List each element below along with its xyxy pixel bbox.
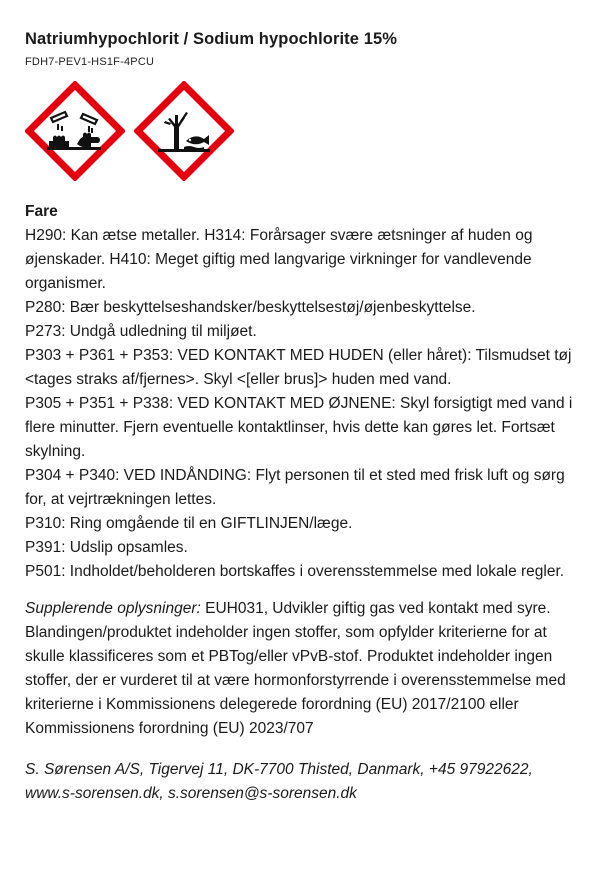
statement-p501: P501: Indholdet/beholderen bortskaffes i overensstemmelse med lokale regler.: [25, 563, 565, 580]
supplier-info: [25, 758, 580, 806]
supplementary-info: [25, 597, 580, 741]
product-title: Natriumhypochlorit / Sodium hypochlorite 15%: [25, 30, 398, 48]
signal-word: Fare: [25, 203, 58, 220]
supplier-address: S. Sørensen A/S, Tigervej 11, DK-7700 Thisted, Danmark, +45 97922622,: [25, 761, 533, 778]
statement-p305: P305 + P351 + P338: VED KONTAKT MED ØJNENE: Skyl forsigtigt med vand i flere minutter. Fjern eventuelle kontaktlinser, hvis dette kan gøres let. Fortsæt skylning.: [25, 395, 573, 460]
environment-icon: [134, 81, 234, 181]
statement-p304: P304 + P340: VED INDÅNDING: Flyt personen til et sted med frisk luft og sørg for, at vejrtrækningen lettes.: [25, 467, 565, 508]
corrosion-icon: [25, 81, 125, 181]
supplier-contact: www.s-sorensen.dk, s.sorensen@s-sorensen.dk: [25, 785, 357, 802]
statement-p310: P310: Ring omgående til en GIFTLINJEN/læge.: [25, 515, 353, 532]
statement-p273: P273: Undgå udledning til miljøet.: [25, 323, 257, 340]
supplementary-text: EUH031, Udvikler giftig gas ved kontakt med syre. Blandingen/produktet indeholder ingen stoffer, som opfylder kriterierne for at skulle klassificeres som et PBTog/eller vPvB-stof. Produktet indeholder ingen stoffer, der er vurderet til at være hormonforstyrrende i overensstemmelse med kriterierne i Kommissionens delegerede forordning (EU) 2017/2100 eller Kommissionens forordning (EU) 2023/707: [25, 600, 566, 737]
supplementary-label: Supplerende oplysninger:: [25, 600, 201, 617]
ufi-code: FDH7-PEV1-HS1F-4PCU: [25, 56, 155, 68]
label-document: [25, 28, 580, 806]
statement-p391: P391: Udslip opsamles.: [25, 539, 188, 556]
statement-p280: P280: Bær beskyttelseshandsker/beskyttelsestøj/øjenbeskyttelse.: [25, 299, 476, 316]
hazard-pictograms: [25, 81, 580, 183]
statement-p303: P303 + P361 + P353: VED KONTAKT MED HUDEN (eller håret): Tilsmudset tøj <tages straks af/fjernes>. Skyl <[eller brus]> huden med vand.: [25, 347, 572, 388]
hazard-precautionary-statements: [25, 224, 580, 584]
statement-h: H290: Kan ætse metaller. H314: Forårsager svære ætsninger af huden og øjenskader. H410: Meget giftig med langvarige virkninger for vandlevende organismer.: [25, 227, 533, 292]
